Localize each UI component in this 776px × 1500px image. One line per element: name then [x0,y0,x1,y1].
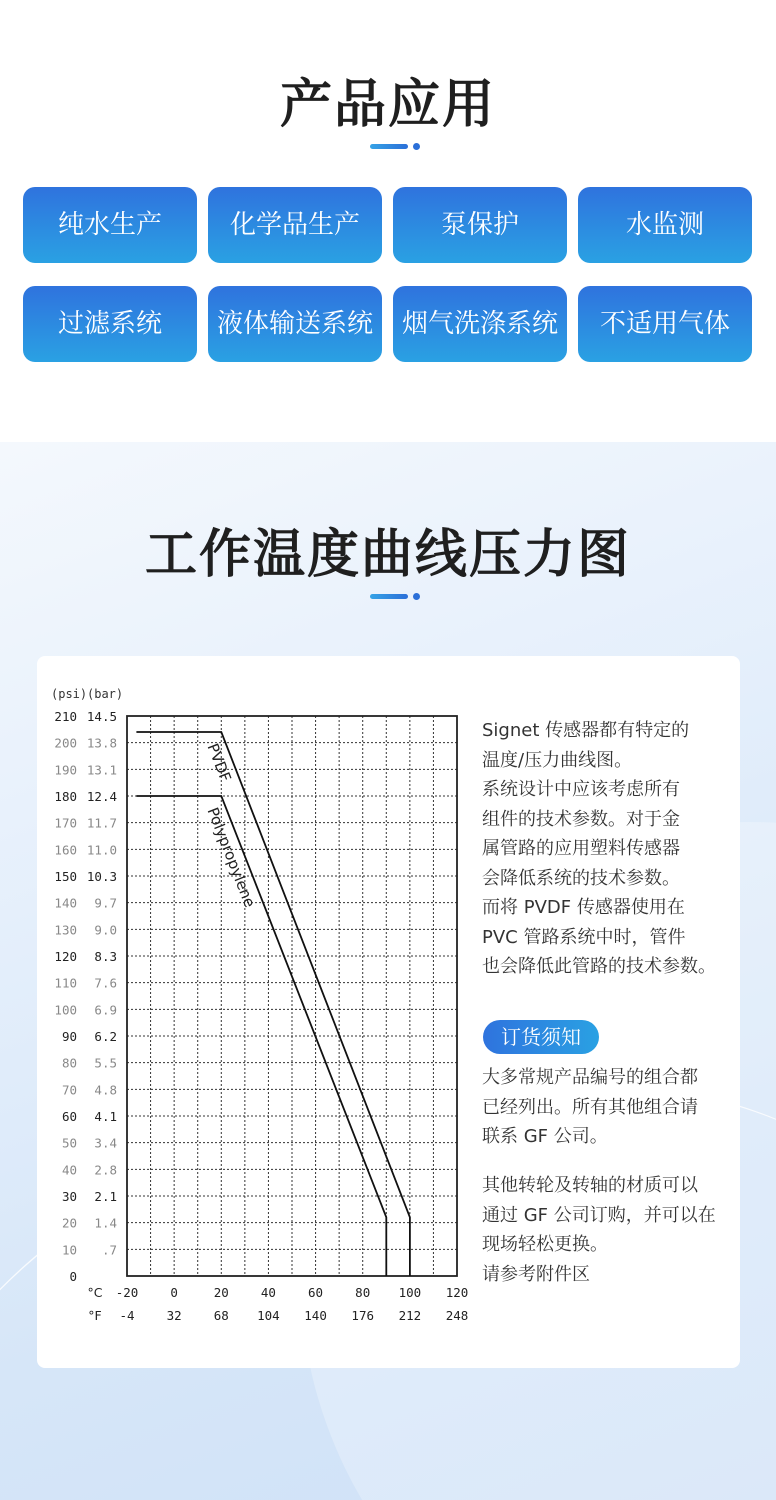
order-notice-paragraph [482,1063,742,1152]
psi-tick-label: 90 [61,1029,77,1044]
psi-tick-label: 30 [61,1189,77,1204]
text-line: 通过 GF 公司订购，并可以在 [482,1204,716,1226]
celsius-tick-label: -20 [115,1285,139,1300]
text-line: 请参考附件区 [482,1263,590,1285]
bar-tick-label: 13.8 [86,735,117,751]
celsius-tick-label: 120 [445,1285,469,1300]
applications-section [0,0,776,442]
bar-unit-label: (bar) [87,687,124,701]
fahrenheit-tick-label: 212 [398,1308,422,1323]
celsius-tick-label: 40 [260,1285,276,1300]
fahrenheit-unit-label: °F [88,1308,102,1323]
fahrenheit-tick-label: 32 [166,1308,182,1323]
application-chip: 过滤系统 [23,286,197,362]
bar-tick-label: 3.4 [94,1135,117,1151]
materials-paragraph [482,1171,742,1289]
psi-tick-label: 40 [61,1162,77,1178]
application-chip: 泵保护 [393,187,567,263]
series-label-pvdf: PVDF [203,740,235,785]
title-decoration [370,143,422,151]
psi-tick-label: 20 [61,1215,77,1231]
psi-tick-label: 120 [54,949,77,964]
title-decoration [370,593,422,601]
text-line: PVC 管路系统中时，管件 [482,926,686,948]
bar-tick-label: 7.6 [94,975,117,991]
celsius-tick-label: 100 [398,1285,422,1300]
bar-tick-label: 2.8 [94,1162,117,1178]
fahrenheit-tick-label: 104 [257,1308,280,1323]
bar-tick-label: 4.1 [94,1109,117,1124]
application-chip: 化学品生产 [208,187,382,263]
application-chip: 烟气洗涤系统 [393,286,567,362]
text-line: 属管路的应用塑料传感器 [482,838,680,859]
bar-tick-label: 2.1 [94,1189,117,1204]
fahrenheit-tick-label: -4 [119,1308,135,1323]
bar-tick-label: 5.5 [94,1055,117,1071]
text-line: 而将 PVDF 传感器使用在 [482,897,685,918]
celsius-unit-label: °C [87,1285,103,1300]
psi-tick-label: 190 [54,762,77,778]
text-line: 已经列出。所有其他组合请 [482,1096,698,1118]
bar-tick-label: 12.4 [86,789,117,804]
celsius-tick-label: 0 [170,1285,178,1300]
psi-tick-label: 110 [54,975,77,991]
psi-tick-label: 60 [61,1109,77,1124]
text-line: 现场轻松更换。 [482,1234,608,1255]
bar-tick-label: 9.7 [94,895,117,911]
bar-tick-label: 4.8 [94,1082,117,1098]
psi-unit-label: (psi) [51,687,88,701]
psi-tick-label: 170 [54,815,77,831]
description-paragraph [482,716,742,982]
text-line: 温度/压力曲线图。 [482,749,633,771]
application-chip: 液体输送系统 [208,286,382,362]
pressure-chart-title: 工作温度曲线压力图 [144,525,631,585]
fahrenheit-tick-label: 248 [445,1308,469,1323]
psi-tick-label: 80 [61,1055,77,1071]
bar-tick-label: 9.0 [94,922,117,938]
psi-tick-label: 100 [54,1002,77,1018]
order-notice-badge: 订货须知 [483,1020,599,1054]
bar-tick-label: 1.4 [94,1215,117,1231]
text-line: 会降低系统的技术参数。 [482,867,680,889]
bar-tick-label: .7 [101,1242,117,1258]
text-line: 系统设计中应该考虑所有 [482,779,680,800]
series-label-polypropylene: Polypropylene [203,804,259,910]
psi-tick-label: 200 [54,735,77,751]
psi-tick-label: 180 [54,789,77,804]
bar-tick-label: 13.1 [86,762,117,778]
psi-tick-label: 210 [54,709,77,724]
psi-tick-label: 10 [61,1242,77,1258]
pressure-temperature-chart [37,656,477,1356]
bar-tick-label: 14.5 [86,709,117,724]
celsius-tick-label: 80 [355,1285,371,1300]
psi-tick-label: 0 [69,1269,77,1284]
bar-tick-label: 11.7 [86,815,117,831]
chart-card [37,656,740,1368]
psi-tick-label: 130 [54,922,77,938]
bar-tick-label: 6.2 [94,1029,117,1044]
bar-tick-label: 8.3 [94,949,117,964]
psi-tick-label: 50 [61,1135,77,1151]
text-line: 组件的技术参数。对于金 [482,808,680,830]
text-line: 其他转轮及转轴的材质可以 [482,1175,698,1196]
text-line: Signet 传感器都有特定的 [482,720,690,741]
text-line: 联系 GF 公司。 [482,1126,608,1147]
text-line: 大多常规产品编号的组合都 [482,1067,698,1088]
application-chip: 水监测 [578,187,752,263]
application-chip: 纯水生产 [23,187,197,263]
applications-title: 产品应用 [279,75,496,135]
bar-tick-label: 6.9 [94,1002,117,1018]
psi-tick-label: 150 [54,869,77,884]
series-line-pvdf [136,732,410,1276]
bar-tick-label: 10.3 [86,869,117,884]
application-chip: 不适用气体 [578,286,752,362]
fahrenheit-tick-label: 68 [213,1308,229,1323]
bar-tick-label: 11.0 [86,842,117,858]
fahrenheit-tick-label: 176 [351,1308,375,1323]
text-line: 也会降低此管路的技术参数。 [482,956,716,977]
psi-tick-label: 140 [54,895,77,911]
celsius-tick-label: 20 [213,1285,229,1300]
psi-tick-label: 160 [54,842,77,858]
fahrenheit-tick-label: 140 [304,1308,327,1323]
celsius-tick-label: 60 [308,1285,324,1300]
psi-tick-label: 70 [61,1082,77,1098]
